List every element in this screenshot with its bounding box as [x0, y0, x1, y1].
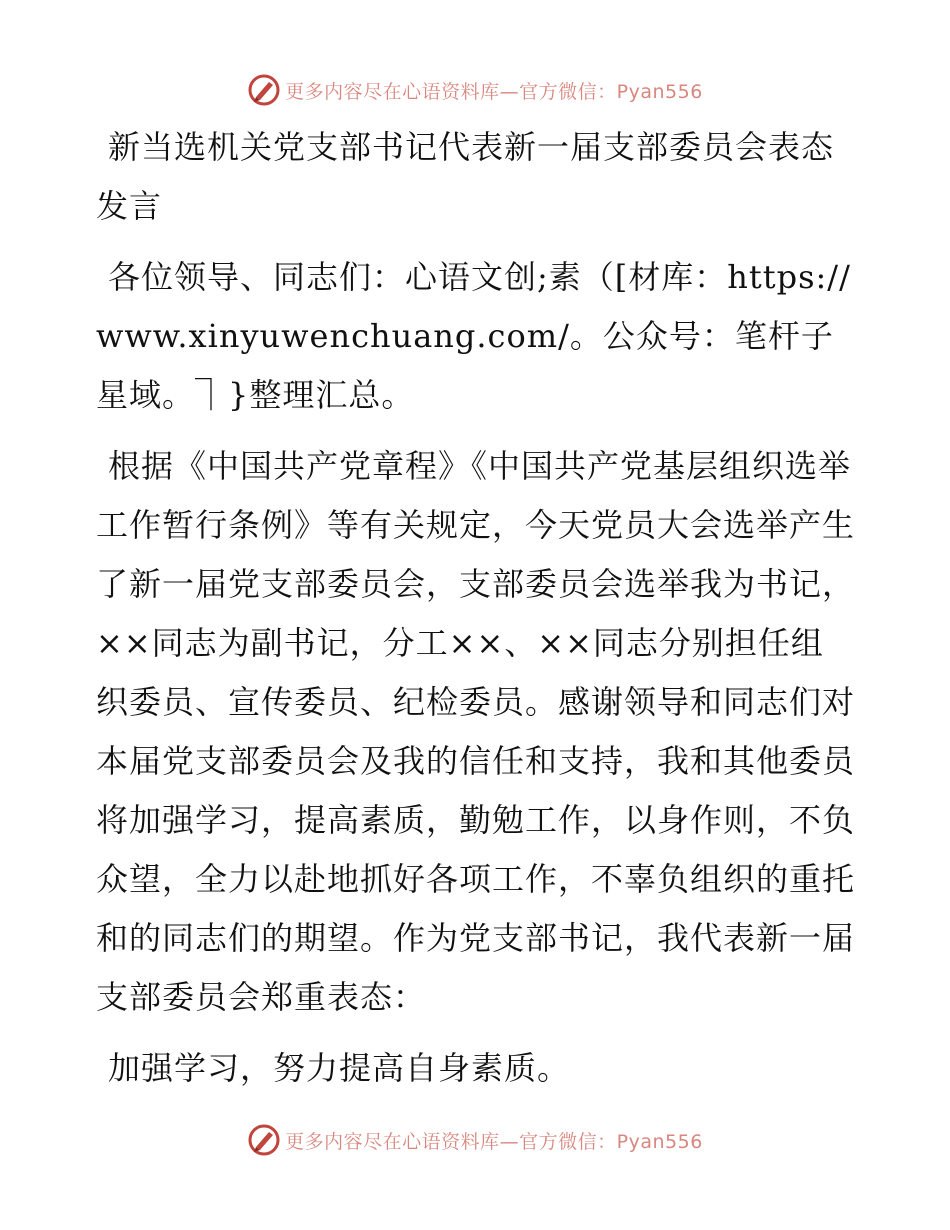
pen-logo-icon: [247, 73, 281, 107]
paragraph-heading-study: 加强学习，努力提高自身素质。: [108, 1049, 571, 1087]
watermark-text: 更多内容尽在心语资料库—官方微信：Pyan556: [285, 80, 703, 103]
document-body: [96, 118, 856, 1110]
watermark-text: 更多内容尽在心语资料库—官方微信：Pyan556: [285, 1130, 703, 1153]
paragraph-greeting: 各位领导、同志们：心语文创;素（[材库：https://www.xinyuwenchuang.com/。公众号：笔杆子星域。⏋}整理汇总。: [96, 258, 851, 414]
document-title: 新当选机关党支部书记代表新一届支部委员会表态发言: [96, 128, 835, 225]
paragraph-main: 根据《中国共产党章程》《中国共产党基层组织选举工作暂行条例》等有关规定，今天党员大会选举产生了新一届党支部委员会，支部委员会选举我为书记，××同志为副书记，分工××、××同志分别担任组织委员、宣传委员、纪检委员。感谢领导和同志们对本届党支部委员会及我的信任和支持，我和其他委员将加强学习，提高素质，勤勉工作，以身作则，不负众望，全力以赴地抓好各项工作，不辜负组织的重托和的同志们的期望。作为党支部书记，我代表新一届支部委员会郑重表态：: [96, 447, 856, 1016]
header-watermark-banner: [0, 70, 950, 110]
footer-watermark-banner: [0, 1120, 950, 1160]
pen-logo-icon: [247, 1123, 281, 1157]
